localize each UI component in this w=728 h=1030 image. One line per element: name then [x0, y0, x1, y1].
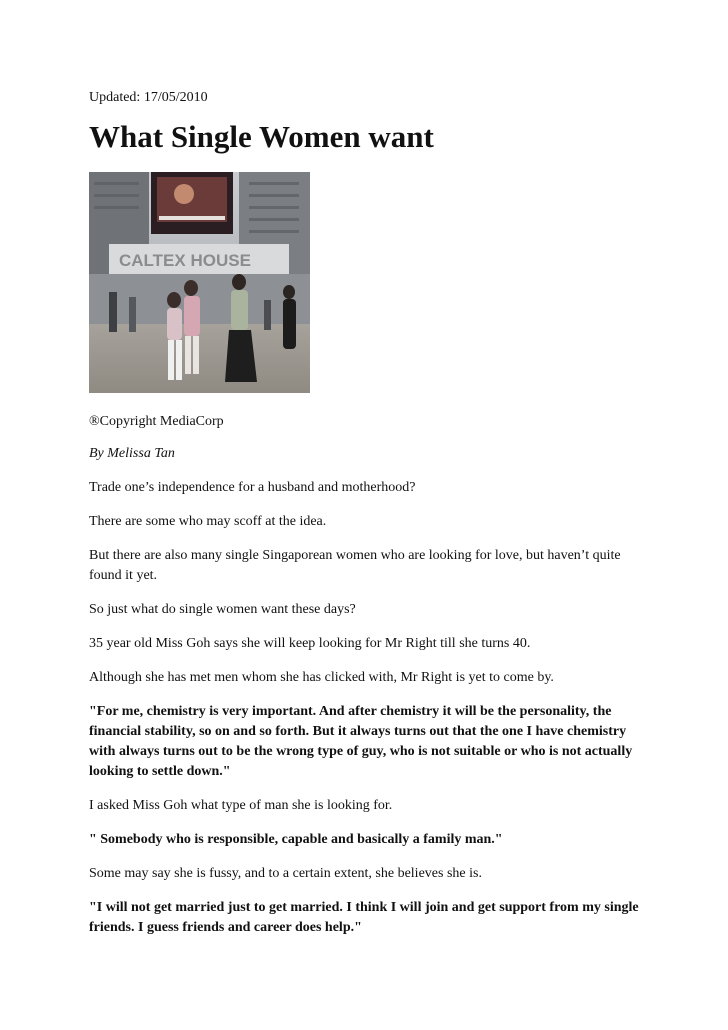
caltex-sign: CALTEX HOUSE — [119, 251, 251, 270]
byline: By Melissa Tan — [89, 446, 175, 461]
article-photo — [89, 172, 310, 393]
body-paragraph: Although she has met men whom she has clicked with, Mr Right is yet to come by. — [89, 670, 554, 685]
quote-paragraph: "For me, chemistry is very important. And after chemistry it will be the personality, the financial stability, so on and so forth. But it always turns out that the one I have chemistry with always turns out to be the wrong type of guy, who is not suitable or who is not actually looking to settle down." — [89, 704, 633, 779]
quote-paragraph: "I will not get married just to get married. I think I will join and get support from my single friends. I guess friends and career does help." — [89, 900, 639, 935]
body-paragraph: There are some who may scoff at the idea. — [89, 514, 327, 529]
updated-date: Updated: 17/05/2010 — [89, 90, 208, 105]
article-body — [89, 478, 649, 952]
body-paragraph: So just what do single women want these days? — [89, 602, 356, 617]
article-title: What Single Women want — [89, 119, 434, 154]
body-paragraph: Trade one’s independence for a husband and motherhood? — [89, 480, 416, 495]
body-paragraph: 35 year old Miss Goh says she will keep looking for Mr Right till she turns 40. — [89, 636, 531, 651]
body-paragraph: I asked Miss Goh what type of man she is looking for. — [89, 798, 393, 813]
quote-paragraph: " Somebody who is responsible, capable and basically a family man." — [89, 832, 503, 847]
body-paragraph: But there are also many single Singaporean women who are looking for love, but haven’t quite found it yet. — [89, 548, 621, 583]
street-scene-photo-icon — [89, 172, 310, 393]
body-paragraph: Some may say she is fussy, and to a certain extent, she believes she is. — [89, 866, 482, 881]
copyright-notice: ®Copyright MediaCorp — [89, 414, 224, 429]
